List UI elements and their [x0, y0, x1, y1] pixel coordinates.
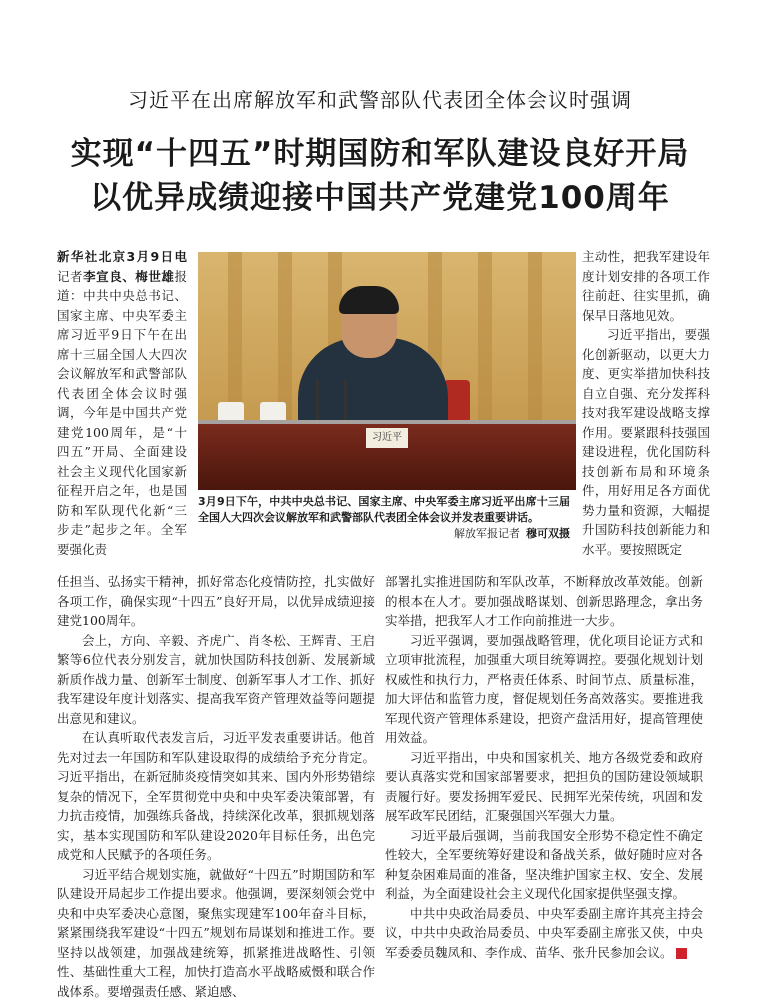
reporters: 李宣良、梅世雄	[83, 268, 175, 284]
paragraph: 习近平强调，要加强战略管理，优化项目论证方式和立项审批流程，加强重大项目统筹调控。要强化规划计划权威性和执行力，严格责任体系、时间节点、质量标准，加大评估和监管力度，督促规划任务高效落实。要推进我军现代资产管理体系建设，把资产盘活用好，提高管理使用效益。	[385, 632, 703, 745]
photo-credit	[454, 526, 570, 542]
paragraph: 主动性，把我军建设年度计划安排的各项工作往前赶、往实里抓，确保早日落地见效。	[582, 249, 710, 323]
credit-name: 穆可双摄	[526, 527, 570, 540]
dateline: 新华社北京3月9日电	[57, 249, 187, 264]
dateline-body: 报道：中共中央总书记、国家主席、中央军委主席习近平9日下午在出席十三届全国人大四次会议解放军和武警部队代表团全体会议时强调，今年是中国共产党建党100周年，是“十四五”开局、全面建设社会主义现代化国家新征程开启之年，也是国防和军队现代化新“三步走”起步之年。全军要强化责	[57, 268, 187, 557]
paragraph: 任担当、弘扬实干精神，抓好常态化疫情防控，扎实做好各项工作，确保实现“十四五”良好开局，以优异成绩迎接建党100周年。	[57, 574, 375, 628]
paragraph: 在认真听取代表发言后，习近平发表重要讲话。他首先对过去一年国防和军队建设取得的成绩给予充分肯定。习近平指出，在新冠肺炎疫情突如其来、国内外形势错综复杂的情况下，全军贯彻党中央和中央军委决策部署，有力抗击疫情，加强练兵备战，持续深化改革，狠抓规划落实，基本实现国防和军队建设2020年目标任务，出色完成党和人民赋予的各项任务。	[57, 730, 375, 862]
article-column-right-top	[582, 247, 710, 559]
dateline-paragraph	[57, 247, 187, 559]
paragraph: 习近平指出，中央和国家机关、地方各级党委和政府要认真落实党和国家部署要求，把担负的国防建设领域职责履行好。要发扬拥军爱民、民拥军光荣传统，巩固和发展军政军民团结，汇聚强国兴军强大力量。	[385, 749, 703, 823]
paragraph: 习近平最后强调，当前我国安全形势不稳定性不确定性较大，全军要统筹好建设和备战关系，做好随时应对各种复杂困难局面的准备，坚决维护国家主权、安全、发展利益，为全面建设社会主义现代化国家提供坚强支撑。	[385, 827, 703, 901]
closing-text: 中共中央政治局委员、中央军委副主席许其亮主持会议，中共中央政治局委员、中央军委副主席张又侠，中央军委委员魏凤和、李作成、苗华、张升民参加会议。	[385, 905, 703, 960]
article-column-bottom-right	[385, 572, 708, 962]
paragraph: 部署扎实推进国防和军队改革，不断释放改革效能。创新的根本在人才。要加强战略谋划、创新思路理念，拿出务实举措，把我军人才工作向前推进一大步。	[385, 574, 703, 628]
article-column-bottom-left	[57, 572, 375, 1001]
news-photo	[198, 252, 576, 490]
caption-text: 3月9日下午，中共中央总书记、国家主席、中央军委主席习近平出席十三届全国人大四次会议解放军和武警部队代表团全体会议并发表重要讲话。	[198, 495, 570, 524]
headline-line-1: 实现“十四五”时期国防和军队建设良好开局	[70, 136, 690, 172]
credit-org: 解放军报记者	[454, 527, 520, 540]
end-mark-icon: G	[676, 948, 687, 959]
nameplate: 习近平	[366, 428, 408, 448]
photo-caption	[198, 494, 570, 542]
headline-line-2: 以优异成绩迎接中国共产党建党100周年	[90, 180, 670, 216]
paragraph: 习近平结合规划实施，就做好“十四五”时期国防和军队建设开局起步工作提出要求。他强调，要深刻领会党中央和中央军委决心意图，聚焦实现建军100年奋斗目标，紧紧围绕我军建设“十四五”规划布局谋划和推进工作。要坚持以战领建，加强战建统筹，抓紧推进战略性、引领性、基础性重大工程，加快打造高水平战略威慑和联合作战体系。要增强责任感、紧迫感、	[57, 866, 375, 999]
paragraph	[385, 904, 708, 963]
article-column-left-top	[57, 247, 187, 559]
paragraph: 习近平指出，要强化创新驱动，以更大力度、更实举措加快科技自立自强、充分发挥科技对我军建设战略支撑作用。要紧跟科技强国建设进程，优化国防科技创新布局和环境条件，用好用足各方面优势力量和资源，大幅提升国防科技创新能力和水平。要按照既定	[582, 327, 710, 557]
paragraph: 会上，方向、辛毅、齐虎广、肖冬松、王辉青、王启繁等6位代表分别发言，就加快国防科技创新、发展新域新质作战力量、创新军士制度、创新军事人才工作、抓好我军建设年度计划落实、提高我军资产管理效益等问题提出意见和建议。	[57, 632, 375, 726]
kicker-subtitle: 习近平在出席解放军和武警部队代表团全体会议时强调	[128, 88, 632, 112]
reporter-prefix: 记者	[57, 268, 84, 284]
